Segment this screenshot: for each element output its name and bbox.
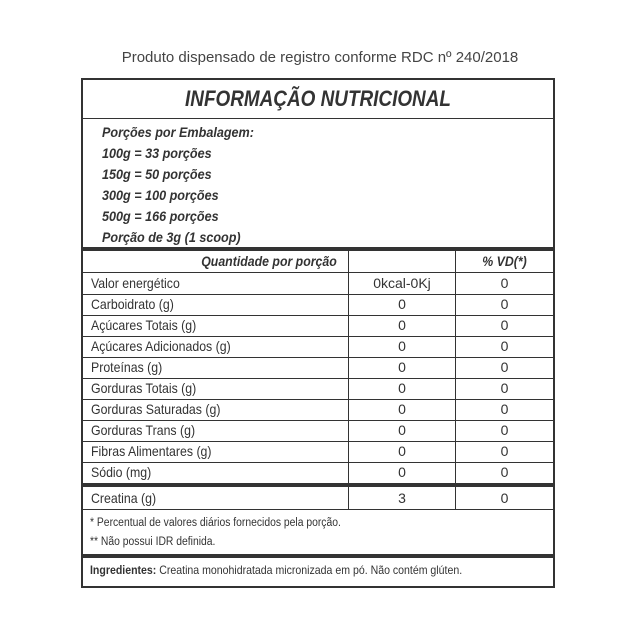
nutrient-daily-value: 0 — [500, 338, 509, 354]
serving-size: Porção de 3g (1 scoop) — [102, 229, 241, 245]
table-row — [83, 420, 553, 442]
nutrient-quantity: 0 — [398, 443, 406, 459]
nutrient-quantity: 0 — [398, 359, 406, 375]
table-row — [83, 441, 553, 463]
header-daily-value: % VD(*) — [482, 253, 527, 269]
table-row — [83, 378, 553, 400]
nutrient-name: Creatina (g) — [91, 490, 157, 506]
nutrient-quantity: 3 — [398, 490, 406, 506]
nutrient-quantity: 0 — [398, 380, 406, 396]
nutrient-daily-value: 0 — [500, 359, 509, 375]
registration-note: Produto dispensado de registro conforme RDC nº 240/2018 — [121, 49, 519, 66]
table-row-creatine — [83, 488, 553, 510]
nutrient-name: Gorduras Totais (g) — [91, 380, 197, 396]
nutrient-daily-value: 0 — [500, 275, 509, 291]
nutrient-daily-value: 0 — [500, 422, 509, 438]
nutrient-daily-value: 0 — [500, 443, 509, 459]
nutrient-quantity: 0 — [398, 296, 406, 312]
nutrient-daily-value: 0 — [500, 380, 509, 396]
nutrient-daily-value: 0 — [500, 490, 509, 506]
servings-list — [102, 122, 271, 248]
footnote-no-idr: ** Não possui IDR definida. — [90, 536, 216, 548]
nutrient-daily-value: 0 — [500, 464, 509, 480]
table-row — [83, 273, 553, 295]
nutrient-name: Proteínas (g) — [91, 359, 163, 375]
nutrient-quantity: 0 — [398, 401, 406, 417]
servings-heading: Porções por Embalagem: — [102, 124, 254, 140]
nutrition-facts-panel — [81, 78, 555, 588]
ingredients-rule — [83, 554, 553, 558]
servings-item: 300g = 100 porções — [102, 187, 219, 203]
ingredients-label: Ingredientes: — [90, 563, 157, 577]
ingredients-text: Creatina monohidratada micronizada em pó. Não contém glúten. — [156, 563, 463, 577]
nutrient-name: Açúcares Adicionados (g) — [91, 338, 231, 354]
nutrient-name: Açúcares Totais (g) — [91, 317, 197, 333]
footnote-daily-values: * Percentual de valores diários fornecidos pela porção. — [90, 517, 341, 529]
header-quantity: Quantidade por porção — [201, 253, 337, 269]
table-row — [83, 462, 553, 483]
nutrient-quantity: 0 — [398, 338, 406, 354]
servings-item: 500g = 166 porções — [102, 208, 219, 224]
nutrient-name: Gorduras Saturadas (g) — [91, 401, 221, 417]
nutrient-daily-value: 0 — [500, 296, 509, 312]
table-row — [83, 399, 553, 421]
servings-item: 150g = 50 porções — [102, 166, 212, 182]
table-separator-rule — [83, 483, 553, 487]
nutrient-name: Carboidrato (g) — [91, 296, 174, 312]
servings-item: 100g = 33 porções — [102, 145, 212, 161]
ingredients-line — [90, 563, 462, 577]
nutrient-quantity: 0 — [398, 422, 406, 438]
nutrient-name: Gorduras Trans (g) — [91, 422, 196, 438]
table-row — [83, 336, 553, 358]
nutrient-name: Valor energético — [91, 275, 180, 291]
nutrient-name: Sódio (mg) — [91, 464, 152, 480]
nutrient-name: Fibras Alimentares (g) — [91, 443, 212, 459]
title-divider — [83, 118, 553, 119]
nutrient-quantity: 0 — [398, 464, 406, 480]
nutrient-quantity: 0kcal-0Kj — [373, 275, 431, 291]
nutrient-daily-value: 0 — [500, 317, 509, 333]
nutrient-quantity: 0 — [398, 317, 406, 333]
nutrient-daily-value: 0 — [500, 401, 509, 417]
table-row — [83, 357, 553, 379]
panel-title: INFORMAÇÃO NUTRICIONAL — [185, 86, 451, 111]
table-row — [83, 294, 553, 316]
table-header-row — [83, 251, 553, 273]
table-row — [83, 315, 553, 337]
